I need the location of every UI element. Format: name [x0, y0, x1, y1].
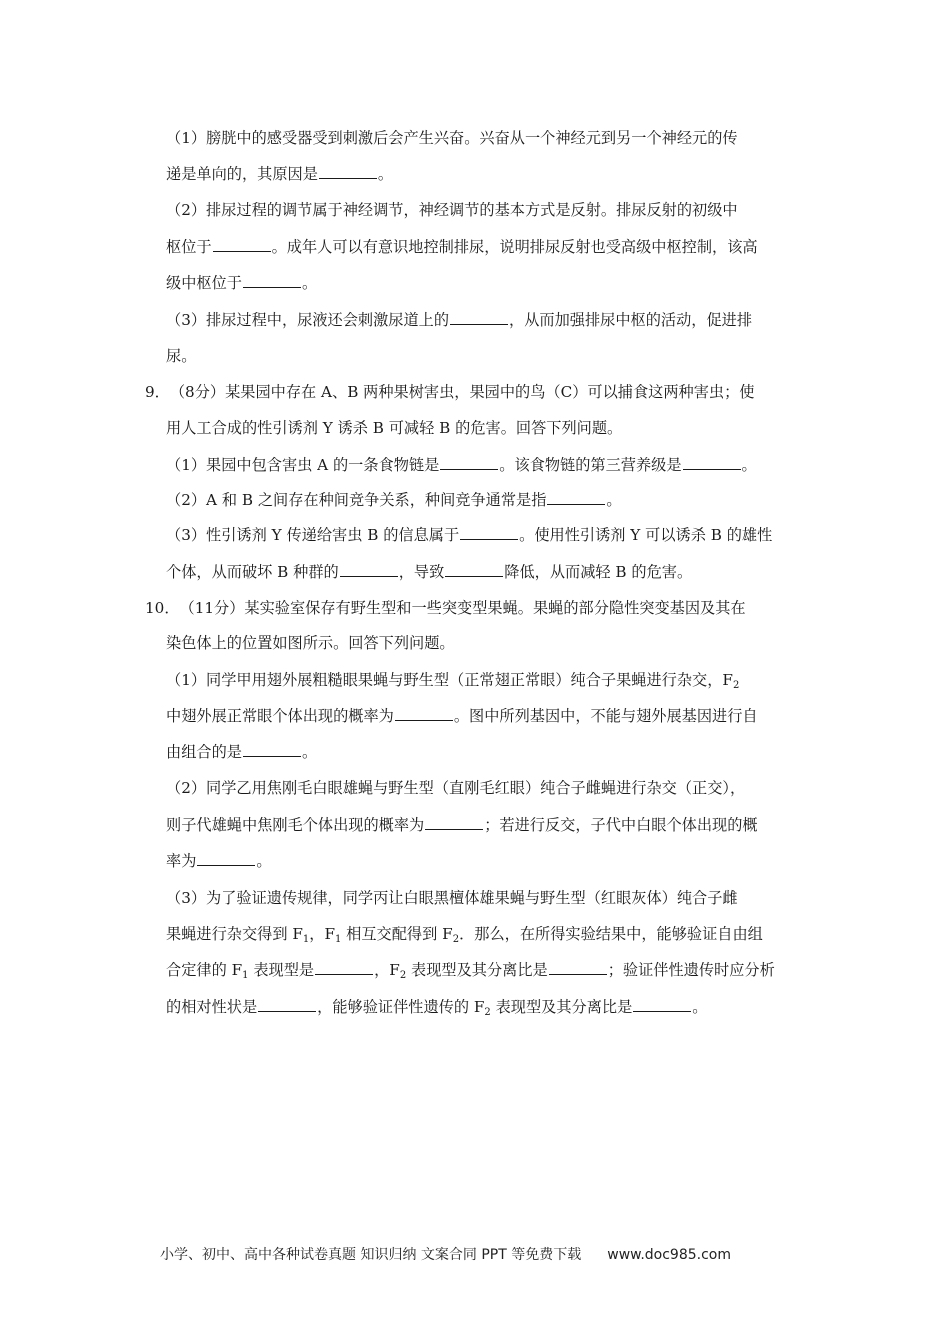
text: 枢位于: [166, 238, 212, 256]
answer-blank[interactable]: [395, 706, 453, 721]
q9-part3-line1: [166, 525, 772, 545]
text: （3）性引诱剂 Y 传递给害虫 B 的信息属于: [166, 526, 460, 544]
answer-blank[interactable]: [243, 742, 301, 757]
answer-blank[interactable]: [258, 997, 316, 1012]
text: 表现型及其分离比是: [406, 961, 548, 979]
text: 的相对性状是: [166, 998, 258, 1016]
text: 染色体上的位置如图所示。回答下列问题。: [166, 634, 455, 652]
q10-part3-line4: [166, 997, 707, 1017]
text: 。: [692, 998, 708, 1016]
page-footer: [160, 1246, 731, 1264]
subscript: 2: [399, 970, 407, 981]
answer-blank[interactable]: [425, 815, 483, 830]
text: 。图中所列基因中，不能与翅外展基因进行自: [453, 707, 758, 725]
text: （8分）某果园中存在 A、B 两种果树害虫，果园中的鸟（C）可以捕食这两种害虫；使: [169, 383, 755, 401]
answer-blank[interactable]: [197, 851, 255, 866]
q9-part2: [166, 490, 622, 510]
answer-blank[interactable]: [633, 997, 691, 1012]
text: ；验证伴性遗传时应分析: [607, 961, 775, 979]
q8-part2-line2: [166, 237, 758, 257]
text: 个体，从而破坏 B 种群的: [166, 563, 339, 581]
q10-stem-line1: [145, 598, 746, 618]
q10-part2-line2: [166, 815, 758, 835]
text: 。: [741, 456, 757, 474]
q8-part1-line2: [166, 164, 393, 184]
q10-part3-line2: [166, 924, 763, 944]
q8-part3-line2: [166, 346, 196, 366]
q10-part2-line3: [166, 851, 272, 871]
text: ；若进行反交，子代中白眼个体出现的概: [484, 816, 758, 834]
text: 果蝇进行杂交得到 F: [166, 925, 303, 943]
text: 。: [256, 852, 272, 870]
subscript: 1: [334, 934, 342, 945]
text: （3）为了验证遗传规律，同学丙让白眼黑檀体雄果蝇与野生型（红眼灰体）纯合子雌: [166, 889, 738, 907]
text: ，F: [309, 925, 335, 943]
q9-stem-line1: [145, 382, 755, 402]
text: （2）A 和 B 之间存在种间竞争关系，种间竞争通常是指: [166, 491, 547, 509]
q9-stem-line2: [166, 418, 622, 438]
text: 尿。: [166, 347, 197, 365]
text: 。: [301, 274, 318, 292]
text: 合定律的 F: [166, 961, 243, 979]
question-number: 10．: [145, 599, 180, 617]
q10-part1-line2: [166, 706, 758, 726]
text: 降低，从而减轻 B 的危害。: [504, 563, 693, 581]
text: ．那么，在所得实验结果中，能够验证自由组: [459, 925, 763, 943]
answer-blank[interactable]: [549, 960, 607, 975]
q10-part2-line1: [166, 778, 745, 798]
q10-part3-line3: [166, 960, 775, 980]
text: 由组合的是: [166, 743, 242, 761]
footer-text: 小学、初中、高中各种试卷真题 知识归纳 文案合同 PPT 等免费下载: [160, 1247, 582, 1263]
answer-blank[interactable]: [243, 273, 301, 288]
text: ，从而加强排尿中枢的活动，促进排: [509, 311, 753, 329]
footer-link[interactable]: www.doc985.com: [607, 1247, 731, 1263]
text: （1）果园中包含害虫 A 的一条食物链是: [166, 456, 440, 474]
text: 表现型及其分离比是: [490, 998, 633, 1016]
text: 。成年人可以有意识地控制排尿，说明排尿反射也受高级中枢控制，该高: [271, 238, 758, 256]
text: ，F: [374, 961, 400, 979]
text: 率为: [166, 852, 197, 870]
answer-blank[interactable]: [340, 562, 398, 577]
q9-part1: [166, 455, 757, 475]
text: （2）同学乙用焦刚毛白眼雄蝇与野生型（直刚毛红眼）纯合子雌蝇进行杂交（正交），: [166, 779, 746, 797]
q8-part2-line3: [166, 273, 317, 293]
text: 递是单向的，其原因是: [166, 165, 318, 183]
question-number: 9．: [145, 383, 170, 401]
text: （1）膀胱中的感受器受到刺激后会产生兴奋。兴奋从一个神经元到另一个神经元的传: [166, 129, 738, 147]
text: （3）排尿过程中，尿液还会刺激尿道上的: [166, 311, 450, 329]
subscript: 1: [302, 934, 310, 945]
text: 则子代雄蝇中焦刚毛个体出现的概率为: [166, 816, 425, 834]
text: （1）同学甲用翅外展粗糙眼果蝇与野生型（正常翅正常眼）纯合子果蝇进行杂交，F: [166, 671, 733, 689]
q10-part1-line3: [166, 742, 317, 762]
text: （2）排尿过程的调节属于神经调节，神经调节的基本方式是反射。排尿反射的初级中: [166, 201, 738, 219]
text: ，能够验证伴性遗传的 F: [317, 998, 485, 1016]
answer-blank[interactable]: [440, 455, 498, 470]
answer-blank[interactable]: [460, 525, 518, 540]
subscript: 2: [484, 1007, 491, 1018]
q10-part1-line1: [166, 670, 739, 690]
answer-blank[interactable]: [547, 490, 605, 505]
answer-blank[interactable]: [450, 310, 508, 325]
answer-blank[interactable]: [319, 164, 377, 179]
answer-blank[interactable]: [213, 237, 271, 252]
q10-part3-line1: [166, 888, 738, 908]
q10-stem-line2: [166, 633, 455, 653]
q8-part1-line1: [166, 128, 738, 148]
text: （11分）某实验室保存有野生型和一些突变型果蝇。果蝇的部分隐性突变基因及其在: [179, 599, 746, 617]
q9-part3-line2: [166, 562, 692, 582]
answer-blank[interactable]: [683, 455, 741, 470]
text: 。使用性引诱剂 Y 可以诱杀 B 的雄性: [519, 526, 773, 544]
text: 相互交配得到 F: [341, 925, 453, 943]
text: 中翅外展正常眼个体出现的概率为: [166, 707, 394, 725]
text: 级中枢位于: [166, 274, 242, 292]
text: 用人工合成的性引诱剂 Y 诱杀 B 可减轻 B 的危害。回答下列问题。: [166, 419, 623, 437]
subscript: 2: [452, 934, 460, 945]
q8-part3-line1: [166, 310, 752, 330]
text: ，导致: [398, 563, 445, 581]
subscript: 2: [732, 680, 740, 691]
text: 。该食物链的第三营养级是: [499, 456, 682, 474]
answer-blank[interactable]: [445, 562, 503, 577]
text: 。: [377, 165, 394, 183]
text: 。: [606, 491, 622, 509]
text: 表现型是: [248, 961, 315, 979]
q8-part2-line1: [166, 200, 738, 220]
answer-blank[interactable]: [315, 960, 373, 975]
text: 。: [301, 743, 318, 761]
subscript: 1: [242, 970, 249, 981]
